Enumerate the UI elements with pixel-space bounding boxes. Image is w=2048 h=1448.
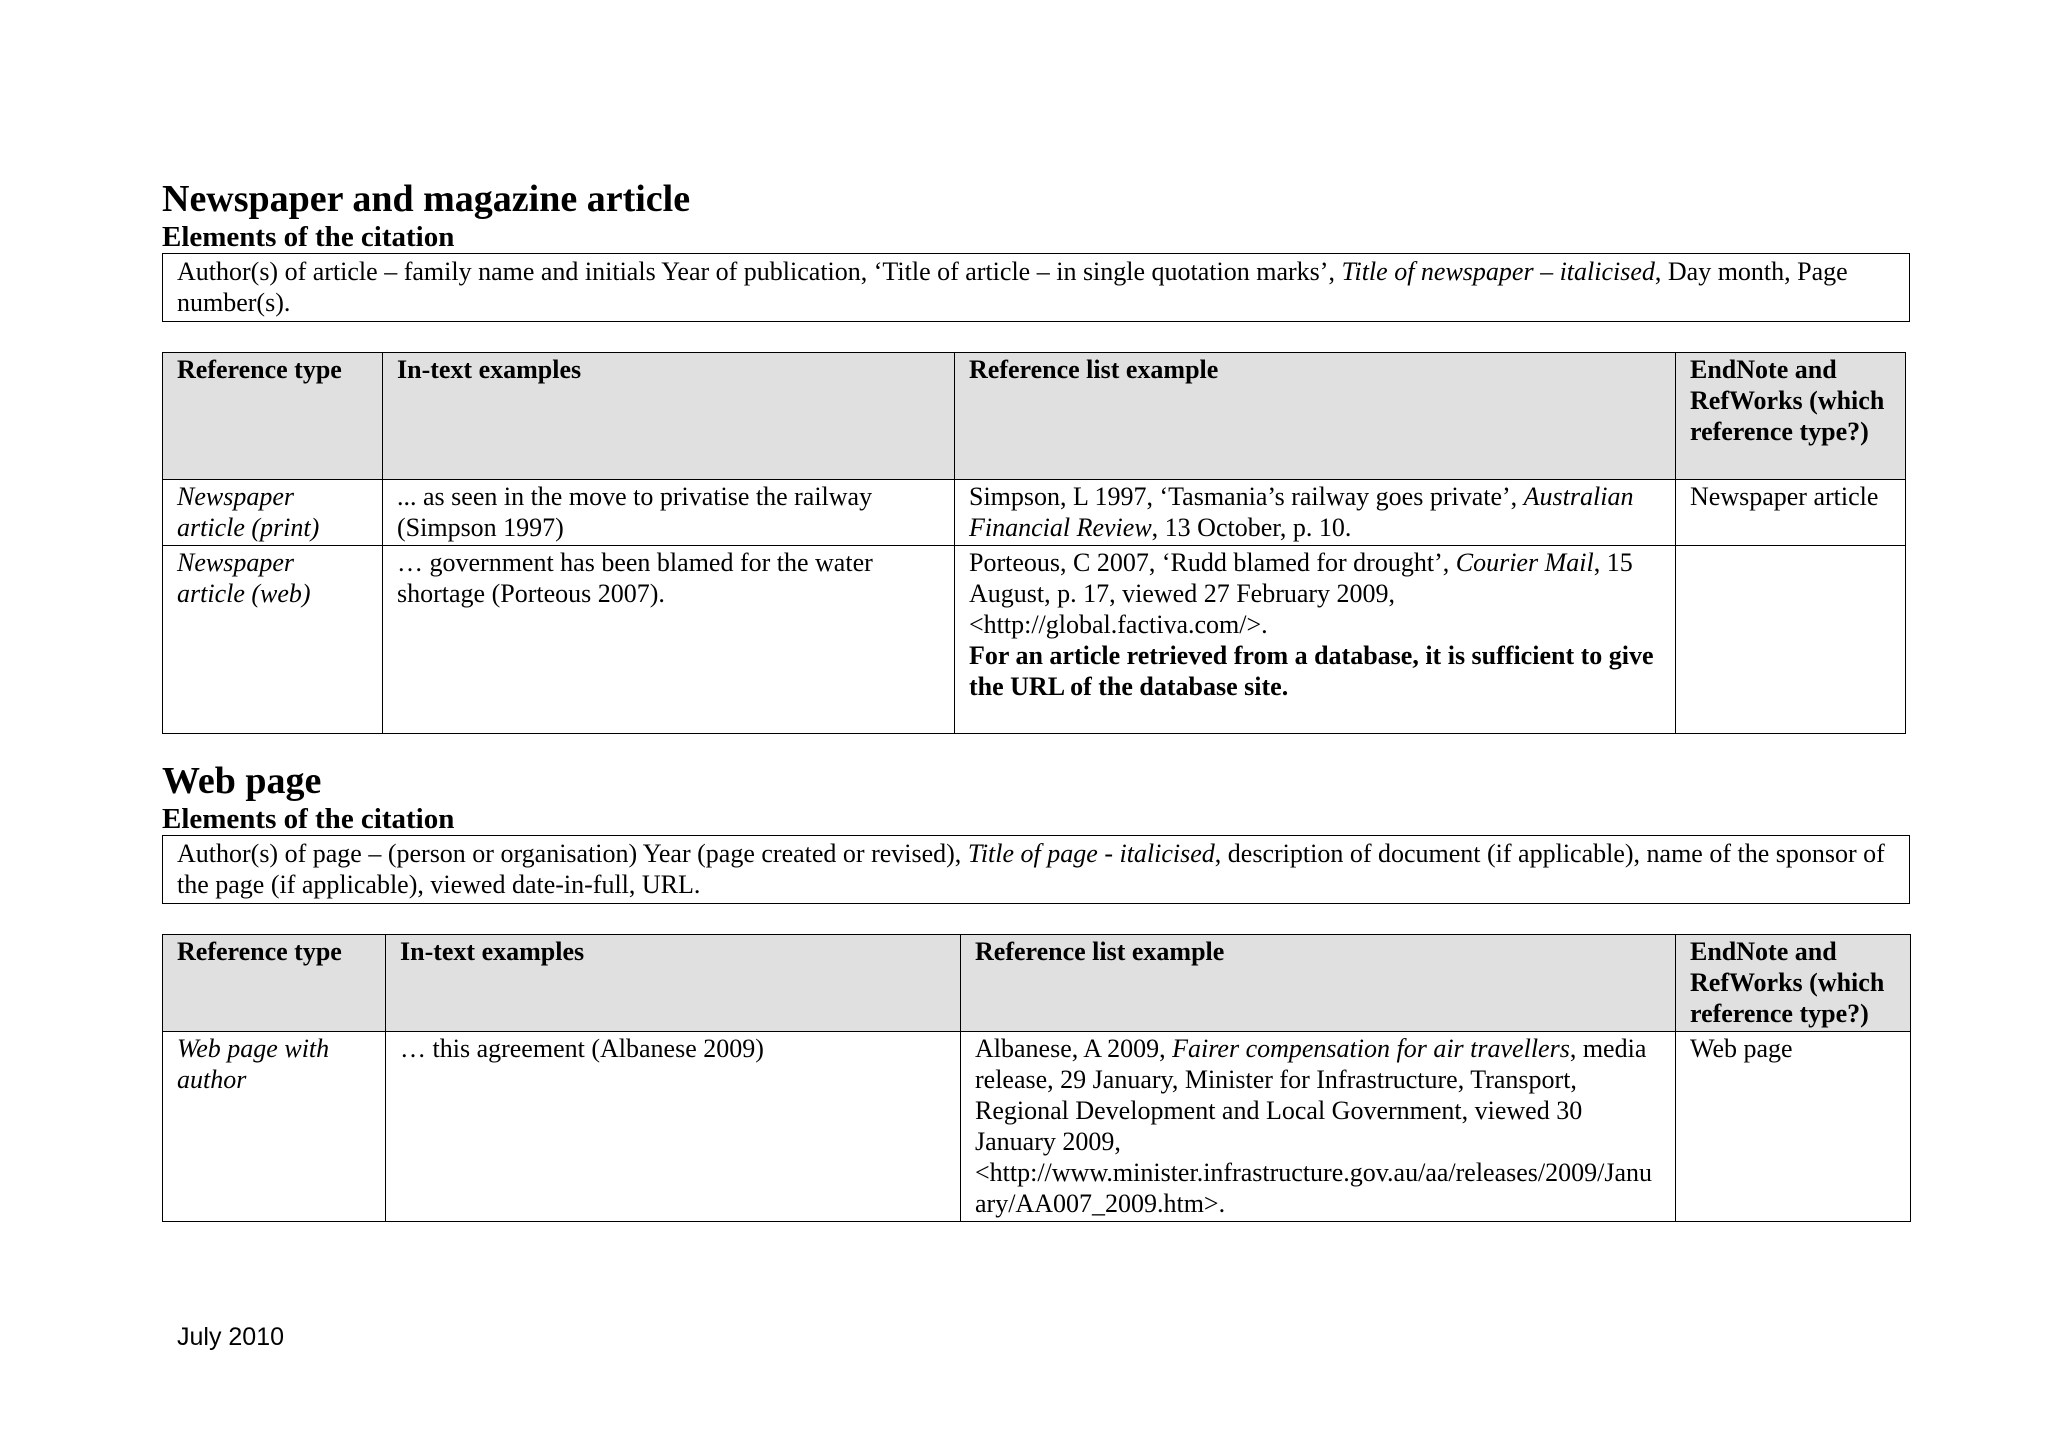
- header-reference-type: Reference type: [163, 935, 386, 1032]
- ref-text: Albanese, A 2009,: [975, 1034, 1173, 1063]
- database-note: For an article retrieved from a database, it is sufficient to give the URL of the database site.: [969, 641, 1654, 701]
- in-text-example-cell: … this agreement (Albanese 2009): [386, 1032, 961, 1222]
- endnote-type-cell: [1676, 546, 1906, 734]
- table-row: [163, 1032, 1911, 1222]
- in-text-example-cell: ... as seen in the move to privatise the railway (Simpson 1997): [383, 480, 955, 546]
- table-row: [163, 546, 1906, 734]
- webpage-section: [162, 759, 1910, 904]
- header-endnote-refworks: EndNote and RefWorks (which reference type?): [1676, 935, 1911, 1032]
- ref-text-italic: Fairer compensation for air travellers: [1172, 1034, 1570, 1063]
- webpage-reference-table: [162, 934, 1911, 1222]
- footer-date: July 2010: [177, 1323, 285, 1351]
- reference-type-cell: Newspaper article (web): [163, 546, 383, 734]
- ref-text: Porteous, C 2007, ‘Rudd blamed for drought’,: [969, 548, 1456, 577]
- endnote-type-cell: Web page: [1676, 1032, 1911, 1222]
- endnote-type-cell: Newspaper article: [1676, 480, 1906, 546]
- header-reference-type: Reference type: [163, 353, 383, 480]
- reference-type-cell: Web page with author: [163, 1032, 386, 1222]
- webpage-elements-text-italic: Title of page - italicised: [967, 839, 1215, 868]
- header-in-text-examples: In-text examples: [386, 935, 961, 1032]
- newspaper-elements-text-italic: Title of newspaper – italicised: [1341, 257, 1655, 286]
- webpage-elements-text-1: Author(s) of page – (person or organisation) Year (page created or revised),: [177, 839, 968, 868]
- header-in-text-examples: In-text examples: [383, 353, 955, 480]
- ref-text: Simpson, L 1997, ‘Tasmania’s railway goes private’,: [969, 482, 1524, 511]
- newspaper-heading: Newspaper and magazine article: [162, 178, 691, 220]
- header-reference-list-example: Reference list example: [961, 935, 1676, 1032]
- newspaper-elements-text-3: , Day month, Page number(s).: [177, 257, 1848, 317]
- reference-type-cell: Newspaper article (print): [163, 480, 383, 546]
- webpage-elements-heading: Elements of the citation: [162, 803, 455, 835]
- ref-text-italic: Courier Mail: [1455, 548, 1594, 577]
- in-text-example-cell: … government has been blamed for the water shortage (Porteous 2007).: [383, 546, 955, 734]
- newspaper-reference-table: [162, 352, 1906, 734]
- table-header-row: [163, 935, 1911, 1032]
- webpage-elements-box: [162, 835, 1910, 904]
- table-header-row: [163, 353, 1906, 480]
- reference-list-example-cell: [955, 546, 1676, 734]
- ref-text: , media release, 29 January, Minister for Infrastructure, Transport, Regional Development and Local Government, viewed 30 January 2009, <http://www.minister.infrastructure.gov.au/aa/releases/2009/January/AA007_2009.htm>.: [975, 1034, 1653, 1218]
- header-endnote-refworks: EndNote and RefWorks (which reference type?): [1676, 353, 1906, 480]
- ref-text: , 13 October, p. 10.: [1151, 513, 1352, 542]
- ref-text: , 15 August, p. 17, viewed 27 February 2009, <http://global.factiva.com/>.: [969, 548, 1633, 639]
- table-row: [163, 480, 1906, 546]
- newspaper-elements-text-1: Author(s) of article – family name and initials Year of publication, ‘Title of article – in single quotation marks’,: [177, 257, 1342, 286]
- reference-list-example-cell: [955, 480, 1676, 546]
- webpage-elements-text-3: , description of document (if applicable), name of the sponsor of the page (if applicable), viewed date-in-full, URL.: [177, 839, 1885, 899]
- ref-text-italic: Australian Financial Review: [969, 482, 1634, 542]
- newspaper-elements-box: [162, 253, 1910, 322]
- newspaper-section: [162, 177, 1910, 322]
- reference-list-example-cell: [961, 1032, 1676, 1222]
- webpage-heading: Web page: [162, 760, 322, 802]
- header-reference-list-example: Reference list example: [955, 353, 1676, 480]
- newspaper-elements-heading: Elements of the citation: [162, 221, 455, 253]
